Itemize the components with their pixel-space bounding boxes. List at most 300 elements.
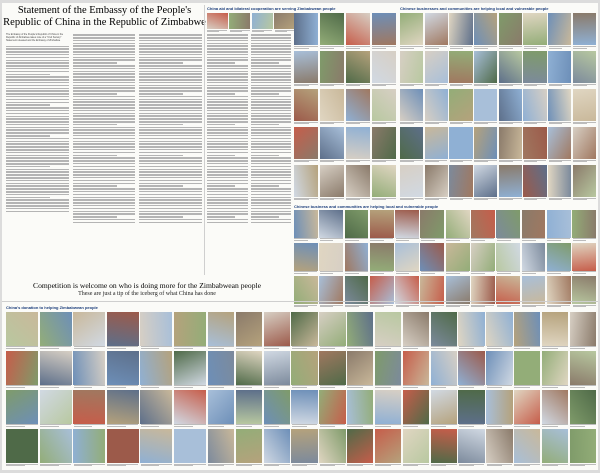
news-photo [294,89,318,125]
text-line [207,177,248,179]
photo-caption [73,346,105,350]
text-line [6,107,69,109]
photo-image [471,243,495,271]
photo-grid-business-top [400,13,596,201]
text-line [207,169,248,171]
photo-caption [420,271,444,275]
photo-image [431,351,457,385]
text-line [251,185,279,187]
news-photo [474,89,497,125]
photo-image [449,13,472,45]
text-line [207,194,248,196]
photo-image [425,165,448,197]
photo-caption [514,463,540,467]
photo-image [474,165,497,197]
photo-image [573,165,596,197]
news-photo [319,351,345,389]
photo-caption [548,159,571,163]
photo-image [573,13,596,45]
text-line [6,138,69,140]
photo-image [291,351,317,385]
text-line [251,121,292,123]
photo-caption [174,346,206,350]
text-line [139,37,202,39]
text-line [73,199,136,201]
text-line [73,48,136,50]
text-line [251,197,292,199]
photo-image [320,89,344,121]
photo-image [320,13,344,45]
photo-caption [542,463,568,467]
photo-image [514,429,540,463]
photo-caption [291,424,317,428]
photo-image [425,51,448,83]
text-line [73,188,136,190]
news-photo [499,51,522,87]
text-line [73,143,136,145]
text-line [73,180,136,182]
news-photo [499,13,522,49]
news-photo [496,210,520,242]
text-line [251,90,292,92]
photo-caption [400,197,423,201]
photo-image [6,390,38,424]
text-line [6,191,69,193]
text-line [207,37,248,39]
photo-image [514,351,540,385]
text-line [73,101,136,103]
text-line [139,183,202,185]
news-photo [372,13,396,49]
photo-caption [573,45,596,49]
photo-caption [431,385,457,389]
photo-caption [40,424,72,428]
photo-image [425,13,448,45]
photo-caption [291,385,317,389]
text-line [207,34,248,36]
photo-caption [320,45,344,49]
text-line [139,185,183,187]
photo-image [107,390,139,424]
text-line [139,208,202,210]
photo-image [572,210,596,238]
photo-caption [425,121,448,125]
text-line [251,169,292,171]
photo-caption [346,121,370,125]
text-line [6,129,69,131]
news-photo [420,243,444,275]
text-line [73,129,136,131]
text-line [6,88,69,90]
news-photo [449,165,472,201]
photo-caption [458,346,484,350]
news-photo [431,312,457,350]
photo-image [174,312,206,346]
text-line [73,155,117,157]
photo-image [431,312,457,346]
news-photo [320,51,344,87]
text-line [139,107,202,109]
text-line [251,171,292,173]
text-line [139,48,202,50]
text-line [139,57,202,59]
text-line [207,141,248,143]
news-photo [542,429,568,467]
news-photo [40,429,72,467]
photo-image [236,429,262,463]
photo-caption [140,346,172,350]
news-photo [107,390,139,428]
news-photo [514,390,540,428]
news-photo [514,429,540,467]
text-line [6,143,69,145]
news-photo [542,351,568,389]
text-line [207,65,248,67]
text-line [139,219,202,221]
photo-image [345,210,369,238]
photo-caption [570,385,596,389]
photo-caption [320,121,344,125]
photo-image [548,13,571,45]
text-line [6,171,69,173]
news-photo [319,243,343,275]
text-line [139,166,202,168]
photo-image [446,243,470,271]
news-photo [548,89,571,125]
news-photo [264,390,290,428]
news-photo [370,276,394,308]
news-photo [319,210,343,242]
text-line [139,99,202,101]
photo-caption [449,121,472,125]
news-photo [6,429,38,467]
text-line [6,60,69,62]
text-line [73,85,136,87]
photo-image [570,390,596,424]
news-photo [347,351,373,389]
text-line [139,96,202,98]
photo-image [548,89,571,121]
text-line [251,57,292,59]
text-line [251,34,292,36]
text-line [207,73,248,75]
text-line [251,73,292,75]
text-line [73,82,136,84]
text-line [73,208,136,210]
text-line [139,65,202,67]
text-line [73,146,136,148]
news-photo [73,312,105,350]
photo-image [458,390,484,424]
photo-image [400,165,423,197]
text-line [251,149,292,151]
news-photo [73,390,105,428]
news-photo [294,276,318,308]
photo-caption [523,197,546,201]
photo-image [449,51,472,83]
news-photo [449,13,472,49]
photo-image [458,312,484,346]
text-line [139,34,202,36]
text-line [139,73,202,75]
photo-caption [347,385,373,389]
text-line [207,138,248,140]
news-photo [431,351,457,389]
text-line [139,160,202,162]
text-line [207,213,248,215]
text-line [73,124,117,126]
photo-image [264,390,290,424]
news-photo [572,276,596,308]
photo-image [346,13,370,45]
photo-image [496,276,520,304]
photo-image [40,351,72,385]
text-line [73,71,136,73]
photo-caption [320,83,344,87]
news-photo [523,51,546,87]
photo-image [425,127,448,159]
photo-image [107,429,139,463]
news-photo [320,13,344,49]
text-line [139,155,183,157]
photo-caption [548,197,571,201]
photo-image [207,13,228,29]
text-line [73,43,136,45]
photo-caption [548,45,571,49]
text-line [207,40,248,42]
photo-image [294,51,318,83]
news-photo [319,390,345,428]
text-line [73,90,136,92]
text-line [251,155,279,157]
photo-caption [347,346,373,350]
text-line [139,138,202,140]
photo-caption [522,271,546,275]
text-line [207,93,235,95]
news-photo [236,312,262,350]
photo-image [523,165,546,197]
news-photo [449,127,472,163]
photo-image [573,51,596,83]
photo-image [523,89,546,121]
news-photo [514,312,540,350]
photo-image [547,210,571,238]
news-photo [370,243,394,275]
text-line [6,177,69,179]
text-line [251,219,292,221]
text-line [73,45,136,47]
text-line [251,115,292,117]
text-line [6,113,69,115]
photo-image [425,89,448,121]
news-photo [420,276,444,308]
text-line [207,205,248,207]
photo-image [570,429,596,463]
news-photo [346,165,370,201]
text-line [139,82,202,84]
photo-image [375,312,401,346]
text-line [139,121,202,123]
text-line [251,113,292,115]
text-line [73,163,136,165]
news-photo [345,210,369,242]
news-photo [291,312,317,350]
text-line [73,51,136,53]
photo-caption [294,271,318,275]
text-line [73,59,136,61]
statement-column-2 [73,33,136,274]
photo-caption [264,463,290,467]
news-photo [107,312,139,350]
news-photo [523,89,546,125]
text-line [139,149,202,151]
news-photo [291,351,317,389]
photo-caption [542,385,568,389]
competition-headline [2,281,292,298]
text-line [6,99,69,101]
text-line [139,152,202,154]
news-photo [499,89,522,125]
photo-caption [6,424,38,428]
text-line [6,65,69,67]
photo-caption [208,463,234,467]
text-line [207,166,248,168]
text-line [207,129,248,131]
news-photo [6,390,38,428]
photo-caption [548,121,571,125]
text-line [207,43,248,45]
text-line [251,199,292,201]
text-line [139,194,202,196]
news-photo [573,51,596,87]
photo-image [347,390,373,424]
text-line [73,171,136,173]
text-line [207,211,248,213]
text-line [207,76,248,78]
photo-caption [547,238,571,242]
photo-caption [420,304,444,308]
photo-image [291,429,317,463]
photo-caption [264,424,290,428]
photo-image [347,429,373,463]
text-line [73,68,136,70]
text-line [73,65,136,67]
photo-caption [449,197,472,201]
text-line [251,132,292,134]
text-line [73,54,136,56]
photo-image [403,312,429,346]
photo-caption [400,121,423,125]
text-line [73,110,136,112]
photo-caption [375,424,401,428]
text-filler [6,44,69,212]
photo-grid-aid [207,13,295,33]
news-photo [486,312,512,350]
text-line [73,73,136,75]
news-photo [291,429,317,467]
photo-caption [474,159,497,163]
text-line [207,163,248,165]
photo-caption [294,45,318,49]
news-photo [294,51,318,87]
text-line [73,99,136,101]
photo-image [319,243,343,271]
news-photo [523,165,546,201]
photo-caption [425,45,448,49]
text-line [139,141,202,143]
text-line [139,118,202,120]
photo-image [107,351,139,385]
text-line [207,183,248,185]
photo-caption [474,121,497,125]
photo-caption [107,424,139,428]
photo-image [40,429,72,463]
photo-caption [319,385,345,389]
text-line [139,113,202,115]
photo-image [400,51,423,83]
text-line [6,71,69,73]
text-line [139,59,202,61]
photo-image [420,210,444,238]
photo-image [174,390,206,424]
text-line [73,197,136,199]
statement-title-line-1: Statement of the Embassy of the People's [17,5,192,16]
news-photo [395,276,419,308]
text-line [207,180,248,182]
photo-image [547,243,571,271]
photo-image [474,89,497,121]
text-line [6,180,69,182]
text-line [139,197,202,199]
text-line [73,135,136,137]
text-line [73,76,136,78]
text-line [139,79,202,81]
news-photo [370,210,394,242]
photo-image [6,351,38,385]
text-line [73,138,136,140]
photo-caption [320,197,344,201]
photo-caption [458,424,484,428]
news-photo [458,429,484,467]
photo-image [542,351,568,385]
photo-caption [474,83,497,87]
photo-grid-bottom [208,312,596,467]
photo-image [346,51,370,83]
news-photo [573,165,596,201]
text-line [207,191,248,193]
photo-caption [372,197,396,201]
photo-caption [375,385,401,389]
photo-caption [496,238,520,242]
photo-caption [486,463,512,467]
news-photo [236,351,262,389]
text-line [207,121,248,123]
news-photo [514,351,540,389]
photo-image [319,390,345,424]
text-line [207,99,248,101]
text-line [251,71,292,73]
text-line [207,149,248,151]
news-photo [346,13,370,49]
news-photo [400,165,423,201]
photo-image [449,165,472,197]
photo-image [471,276,495,304]
photo-image [431,429,457,463]
text-line [73,205,136,207]
text-line [251,37,292,39]
text-line [251,110,292,112]
photo-image [548,51,571,83]
